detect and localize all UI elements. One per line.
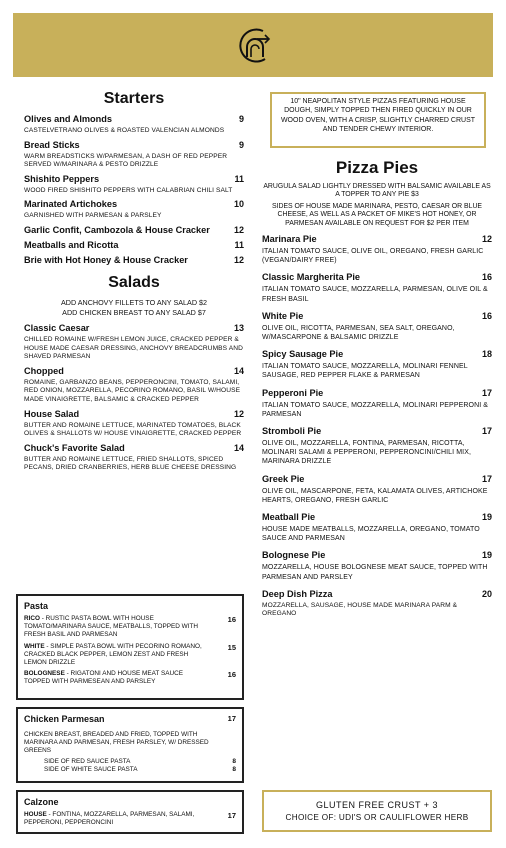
item-name: Bolognese Pie: [262, 550, 326, 561]
item-name: Spicy Sausage Pie: [262, 349, 344, 360]
item-price: 12: [481, 234, 492, 245]
item-description: HOUSE MADE MEATBALLS, MOZZARELLA, OREGANO, TOMATO SAUCE AND PARMESAN: [262, 526, 480, 543]
item-name: Meatball Pie: [262, 512, 316, 523]
pasta-box: [16, 594, 244, 700]
item-name: Chopped: [24, 365, 64, 376]
menu-item: [262, 474, 492, 505]
menu-item: [24, 443, 244, 473]
item-description: ITALIAN TOMATO SAUCE, MOZZARELLA, MOLINARI FENNEL SAUSAGE, RED PEPPER FLAKE & PARMESAN: [262, 363, 468, 380]
item-price: 14: [233, 365, 244, 376]
gluten-free-box: [262, 790, 492, 832]
menu-item: [262, 388, 492, 419]
item-price: 8: [232, 765, 236, 773]
item-description: ITALIAN TOMATO SAUCE, MOZZARELLA, MOLINARI PEPPERONI & PARMESAN: [262, 401, 489, 418]
item-price: 12: [233, 254, 244, 265]
pizza-note: SIDES OF HOUSE MADE MARINARA, PESTO, CAESAR OR BLUE CHEESE, AS WELL AS A PACKET OF MIKE'S HOT HONEY, OR PARMESAN AVAILABLE ON REQUEST FOR $2 PER ITEM: [271, 202, 483, 227]
item-price: 11: [234, 239, 244, 250]
item-name: Meatballs and Ricotta: [24, 239, 119, 250]
pizza-intro-box: 10" NEAPOLITAN STYLE PIZZAS FEATURING HOUSE DOUGH, SIMPLY TOPPED THEN FIRED QUICKLY IN OUR WOOD OVEN, WITH A CRISP, SLIGHTLY CHARRED CRUST AND TENDER CHEWY INTERIOR.: [270, 92, 486, 148]
item-name: Classic Caesar: [24, 322, 90, 333]
item-name: Stromboli Pie: [262, 426, 322, 437]
side-item: [24, 766, 236, 774]
pizza-title: Pizza Pies: [335, 158, 419, 177]
item-description: ROMAINE, GARBANZO BEANS, PEPPERONCINI, TOMATO, SALAMI, RED ONION, MOZZARELLA, PECORINO ROMANO, BASIL W/HOUSE MADE VINAIGRETTE, BALSAMIC & CRACKED PEPPER: [24, 378, 241, 403]
menu-item: [24, 409, 244, 439]
gluten-free-price: GLUTEN FREE CRUST + 3: [315, 800, 439, 810]
item-name: Bread Sticks: [24, 139, 80, 150]
pizza-list: [262, 234, 492, 619]
gluten-free-options: CHOICE OF: UDI'S OR CAULIFLOWER HERB: [285, 813, 469, 822]
item-description: MOZZARELLA, SAUSAGE, HOUSE MADE MARINARA PARM & OREGANO: [262, 601, 458, 618]
calzone-title: Calzone: [24, 797, 59, 807]
menu-item: [24, 114, 244, 136]
item-price: 16: [481, 310, 492, 321]
item-price: 17: [481, 387, 492, 398]
menu-item: [24, 255, 244, 266]
pasta-item-description: - RUSTIC PASTA BOWL WITH HOUSE TOMATO/MARINARA SAUCE, MEATBALLS, TOPPED WITH FRESH BASIL AND PARMESAN: [24, 615, 198, 639]
item-description: BUTTER AND ROMAINE LETTUCE, FRIED SHALLOTS, SPICED PECANS, DRIED CRANBERRIES, HERB BLUE CHEESE DRESSING: [24, 455, 237, 472]
item-price: 16: [481, 272, 492, 283]
item-name: Marinated Artichokes: [24, 199, 118, 210]
header-band: [13, 13, 493, 77]
item-price: 17: [481, 473, 492, 484]
item-price: 16: [227, 615, 236, 624]
pasta-item: [24, 615, 236, 640]
item-price: 9: [238, 139, 244, 150]
item-description: WOOD FIRED SHISHITO PEPPERS WITH CALABRIAN CHILI SALT: [24, 186, 233, 194]
item-name: Greek Pie: [262, 473, 305, 484]
item-price: 12: [233, 408, 244, 419]
item-price: 13: [233, 322, 244, 333]
item-name: White Pie: [262, 310, 304, 321]
left-column: [24, 90, 244, 477]
calzone-item-description: - FONTINA, MOZZARELLA, PARMESAN, SALAMI, PEPPERONI, PEPPERONCINI: [24, 811, 195, 827]
item-description: MOZZARELLA, HOUSE BOLOGNESE MEAT SAUCE, TOPPED WITH PARMESAN AND PARSLEY: [262, 564, 488, 581]
pasta-item-label: WHITE: [24, 642, 45, 650]
side-label: SIDE OF WHITE SAUCE PASTA: [44, 765, 138, 773]
item-price: 9: [238, 114, 244, 124]
item-price: 8: [232, 757, 236, 765]
pasta-item: [24, 670, 236, 686]
menu-item: [262, 550, 492, 581]
item-name: Olives and Almonds: [24, 114, 112, 124]
item-description: ITALIAN TOMATO SAUCE, OLIVE OIL, OREGANO, FRESH GARLIC (VEGAN/DAIRY FREE): [262, 248, 484, 265]
item-name: Garlic Confit, Cambozola & House Cracker: [24, 224, 210, 235]
item-description: OLIVE OIL, MOZZARELLA, FONTINA, PARMESAN, RICOTTA, MOLINARI SALAMI & PEPPERONI, PEPPERONCINI/CHILI MIX, MARINARA DRIZZLE: [262, 440, 472, 466]
menu-item: [262, 234, 492, 265]
menu-item: [24, 199, 244, 221]
item-description: WARM BREADSTICKS W/PARMESAN, A DASH OF RED PEPPER SERVED W/MARINARA & PESTO DRIZZLE: [24, 152, 228, 169]
item-price: 10: [233, 199, 244, 210]
calzone-item-label: HOUSE: [24, 811, 47, 818]
salads-note: ADD CHICKEN BREAST TO ANY SALAD $7: [62, 307, 206, 317]
menu-item: [24, 174, 244, 196]
item-price: 12: [233, 224, 244, 235]
item-name: House Salad: [24, 408, 80, 419]
item-name: Classic Margherita Pie: [262, 272, 361, 283]
salads-note: ADD ANCHOVY FILLETS TO ANY SALAD $2: [60, 297, 208, 307]
menu-item: [262, 426, 492, 467]
starters-title: Starters: [103, 90, 165, 107]
item-price: 17: [227, 714, 236, 723]
calzone-box: [16, 790, 244, 834]
side-item: [24, 758, 236, 766]
restaurant-monogram-logo: [235, 25, 275, 67]
menu-item: [262, 589, 492, 619]
chicken-title: Chicken Parmesan: [24, 714, 105, 724]
menu-item: [262, 349, 492, 380]
pasta-title: Pasta: [24, 601, 49, 611]
item-name: Deep Dish Pizza: [262, 588, 333, 599]
menu-item: [24, 240, 244, 251]
menu-item: [262, 311, 492, 342]
salads-list: [24, 323, 244, 473]
item-name: Chuck's Favorite Salad: [24, 442, 125, 453]
right-column: [262, 158, 492, 623]
item-price: 17: [227, 811, 236, 820]
item-price: 17: [481, 426, 492, 437]
chicken-parmesan-box: [16, 707, 244, 783]
pasta-item-description: - SIMPLE PASTA BOWL WITH PECORINO ROMANO, CRACKED BLACK PEPPER, LEMON ZEST AND FRESH LEMON DRIZZLE: [24, 642, 202, 667]
item-price: 16: [227, 670, 236, 680]
calzone-item: [24, 811, 236, 827]
menu-item: [24, 225, 244, 236]
item-description: CASTELVETRANO OLIVES & ROASTED VALENCIAN ALMONDS: [24, 127, 225, 134]
pasta-item-description: - RIGATONI AND HOUSE MEAT SAUCE TOPPED WITH PARMESEAN AND PARSLEY: [24, 670, 183, 686]
item-description: CHILLED ROMAINE W/FRESH LEMON JUICE, CRACKED PEPPER & HOUSE MADE CAESAR DRESSING, ANCHOVY BREADCRUMBS AND SHAVED PARMESAN: [24, 335, 243, 361]
item-name: Pepperoni Pie: [262, 387, 324, 398]
menu-item: [24, 140, 244, 170]
item-name: Shishito Peppers: [24, 173, 100, 184]
starters-list: [24, 114, 244, 266]
menu-item: [262, 272, 492, 303]
item-price: 19: [481, 550, 492, 561]
item-description: GARNISHED WITH PARMESAN & PARSLEY: [24, 212, 162, 220]
item-description: ITALIAN TOMATO SAUCE, MOZZARELLA, PARMESAN, OLIVE OIL & FRESH BASIL: [262, 286, 488, 303]
item-price: 11: [234, 173, 244, 184]
salads-title: Salads: [108, 273, 160, 291]
menu-item: [262, 512, 492, 543]
item-description: OLIVE OIL, MASCARPONE, FETA, KALAMATA OLIVES, ARTICHOKE HEARTS, OREGANO, FRESH GARLIC: [262, 487, 488, 504]
item-name: Brie with Hot Honey & House Cracker: [24, 254, 188, 265]
pizza-note: ARUGULA SALAD LIGHTLY DRESSED WITH BALSAMIC AVAILABLE AS A TOPPER TO ANY PIE $3: [263, 183, 491, 199]
chicken-description: CHICKEN BREAST, BREADED AND FRIED, TOPPED WITH MARINARA AND PARMESAN, FRESH PARSLEY, W/ DRESSED GREENS: [24, 731, 209, 755]
pasta-item: [24, 643, 236, 668]
item-price: 18: [481, 349, 492, 360]
item-description: OLIVE OIL, RICOTTA, PARMESAN, SEA SALT, OREGANO, W/MASCARPONE & BALSAMIC DRIZZLE: [262, 324, 455, 342]
item-price: 15: [227, 642, 236, 652]
pasta-item-label: RICO: [24, 615, 40, 622]
menu-item: [24, 323, 244, 362]
item-price: 14: [233, 442, 244, 453]
menu-item: [24, 366, 244, 405]
pasta-item-label: BOLOGNESE: [24, 670, 65, 678]
item-price: 20: [481, 588, 492, 599]
side-label: SIDE OF RED SAUCE PASTA: [44, 757, 131, 765]
item-price: 19: [481, 512, 492, 523]
item-name: Marinara Pie: [262, 234, 317, 245]
item-description: BUTTER AND ROMAINE LETTUCE, MARINATED TOMATOES, BLACK OLIVES & SHALLOTS W/ HOUSE VINAIGRETTE, CRACKED PEPPER: [24, 421, 242, 438]
